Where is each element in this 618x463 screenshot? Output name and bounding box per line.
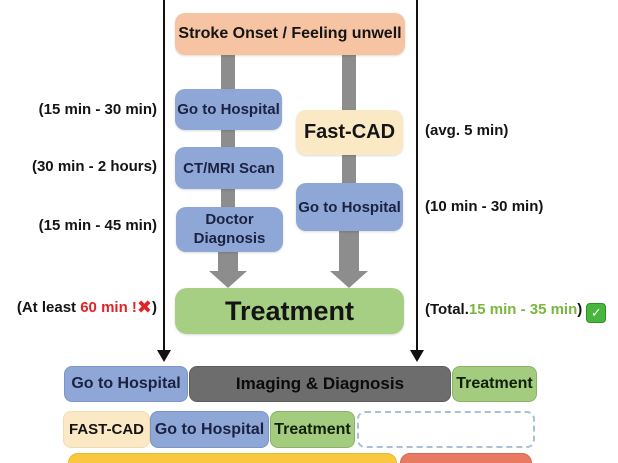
total-suffix: ): [577, 301, 583, 318]
connector: [221, 189, 235, 207]
segment-label: Go to Hospital: [71, 375, 181, 392]
segment-label: Go to Hospital: [154, 420, 265, 438]
hospital-total-annotation: [17, 297, 157, 318]
start-box-label: Stroke Onset / Feeling unwell: [178, 25, 402, 42]
treatment-box: [175, 288, 404, 334]
segment-label: Imaging & Diagnosis: [235, 374, 405, 393]
timeline-hospital-imaging-diagnosis: [189, 366, 451, 402]
step-label: Fast-CAD: [303, 121, 396, 143]
timeline-bottom-yellow-bar: [68, 453, 397, 463]
cross-mark-icon: ✖: [136, 297, 152, 317]
time-text: (10 min - 30 min): [425, 198, 544, 215]
step-go-to-hospital: [175, 89, 282, 130]
total-prefix: (Total.: [425, 301, 469, 318]
step-fast-cad: [296, 110, 403, 155]
connector: [342, 155, 356, 183]
timeline-fastcad-go-to-hospital: [150, 411, 269, 448]
time-text: (15 min - 30 min): [38, 101, 157, 118]
check-mark-icon: ✓: [586, 303, 606, 323]
total-suffix: ): [152, 299, 157, 316]
time-text: (avg. 5 min): [425, 122, 509, 139]
fastcad-total-annotation: [425, 301, 606, 323]
timeline-hospital-go-to-hospital: [64, 366, 188, 402]
total-value: 60 min !: [80, 299, 137, 316]
step-doctor-diagnosis: [176, 207, 283, 252]
segment-label: FAST-CAD: [69, 421, 144, 438]
arrow-shaft: [218, 252, 238, 272]
step-label: Doctor Diagnosis: [193, 210, 266, 247]
time-annotation-fastcad-1: [425, 122, 508, 139]
timeline-fastcad-treatment: [270, 411, 355, 448]
segment-label: Treatment: [274, 420, 351, 438]
left-timeline-line: [163, 0, 165, 352]
step-go-to-hospital-fastcad: [296, 183, 403, 231]
time-annotation-hospital-2: [32, 158, 157, 175]
total-prefix: (At least: [16, 299, 81, 316]
step-label: Go to Hospital: [177, 101, 280, 118]
time-text: (30 min - 2 hours): [31, 158, 157, 175]
connector: [221, 55, 235, 89]
time-annotation-fastcad-2: [425, 198, 543, 215]
time-annotation-hospital-3: [39, 217, 157, 234]
timeline-fastcad-saved-time-box: [357, 411, 535, 448]
timeline-fastcad-label: [63, 411, 150, 448]
arrow-shaft: [339, 231, 359, 272]
step-label: CT/MRI Scan: [183, 159, 275, 177]
down-arrow-icon: [209, 271, 247, 288]
connector: [221, 130, 235, 147]
timeline-bottom-red-bar: [400, 453, 532, 463]
step-label: Go to Hospital: [298, 198, 401, 216]
time-text: (15 min - 45 min): [38, 217, 157, 234]
step-ct-mri-scan: [175, 147, 283, 189]
segment-label: Treatment: [456, 375, 533, 392]
down-arrow-icon: [330, 271, 368, 288]
right-timeline-arrowhead-icon: [410, 350, 424, 362]
time-annotation-hospital-1: [39, 101, 157, 118]
total-value: 15 min - 35 min: [468, 301, 578, 318]
treatment-label: Treatment: [224, 295, 355, 326]
connector: [342, 55, 356, 110]
start-box: [175, 13, 405, 55]
left-timeline-arrowhead-icon: [157, 350, 171, 362]
timeline-hospital-treatment: [452, 366, 537, 402]
right-timeline-line: [416, 0, 418, 352]
